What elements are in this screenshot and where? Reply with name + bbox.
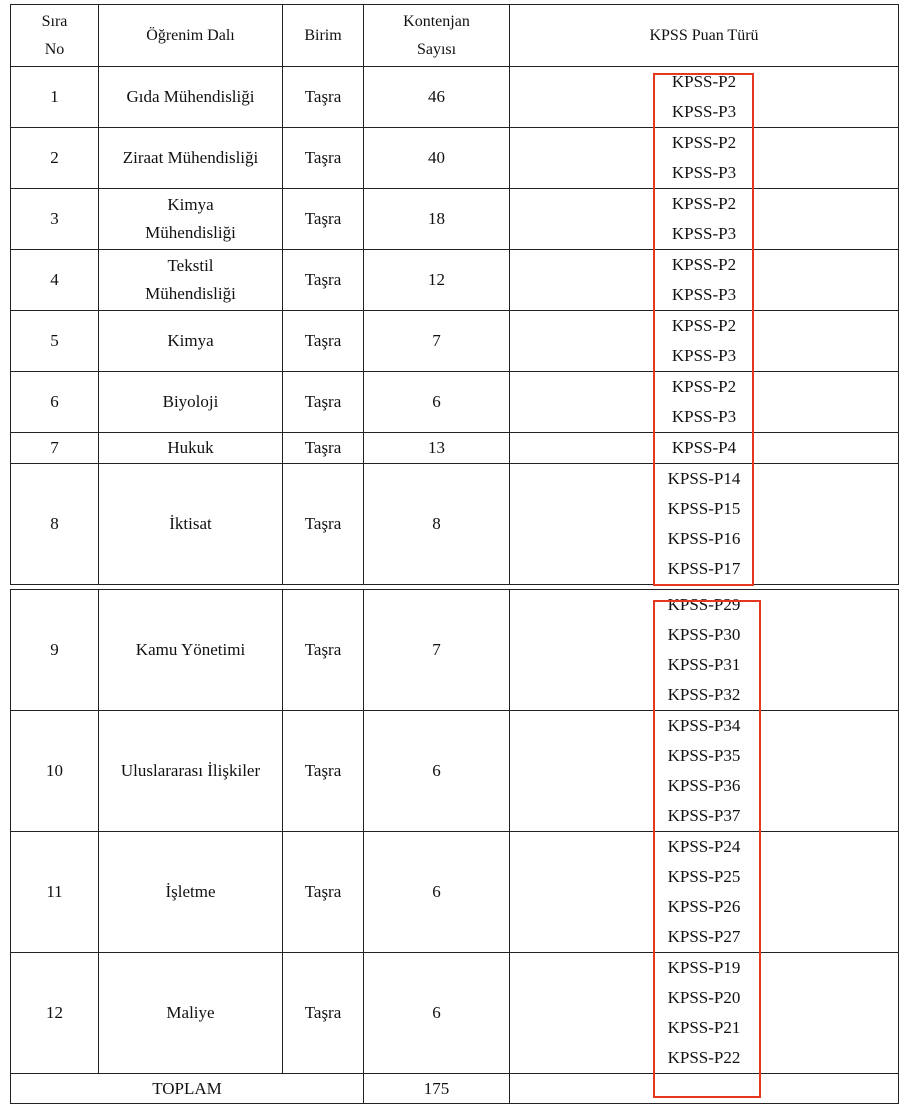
total-row xyxy=(11,1074,899,1104)
cell-kpss-puan-turu xyxy=(510,189,899,250)
kpss-code: KPSS-P32 xyxy=(667,685,741,704)
cell-kontenjan: 8 xyxy=(364,464,510,585)
cell-ogrenim-dali xyxy=(99,311,283,372)
kpss-code: KPSS-P2 xyxy=(671,255,737,274)
header-sira: Sıra xyxy=(41,12,68,30)
cell-sira-no: 8 xyxy=(11,464,99,585)
kpss-code: KPSS-P3 xyxy=(671,346,737,365)
kpss-code: KPSS-P27 xyxy=(667,927,741,946)
kpss-code: KPSS-P3 xyxy=(671,163,737,182)
cell-ogrenim-dali xyxy=(99,189,283,250)
kpss-code: KPSS-P2 xyxy=(671,194,737,213)
cell-kpss-puan-turu xyxy=(510,128,899,189)
cell-kpss-puan-turu xyxy=(510,953,899,1074)
total-label: TOPLAM xyxy=(11,1074,364,1104)
cell-sira-no: 10 xyxy=(11,711,99,832)
kpss-code: KPSS-P26 xyxy=(667,897,741,916)
ogrenim-dali-line: Mühendisliği xyxy=(145,223,236,242)
ogrenim-dali-line: Ziraat Mühendisliği xyxy=(122,148,259,167)
cell-kpss-puan-turu xyxy=(510,590,899,711)
cell-sira-no: 11 xyxy=(11,832,99,953)
header-ogrenim-dali: Öğrenim Dalı xyxy=(99,5,283,67)
cell-kontenjan: 6 xyxy=(364,372,510,433)
ogrenim-dali-line: Kimya xyxy=(167,331,214,350)
cell-ogrenim-dali xyxy=(99,128,283,189)
cell-sira-no: 12 xyxy=(11,953,99,1074)
header-birim: Birim xyxy=(283,5,364,67)
cell-sira-no: 5 xyxy=(11,311,99,372)
cell-sira-no: 7 xyxy=(11,433,99,464)
cell-birim: Taşra xyxy=(283,433,364,464)
kpss-code: KPSS-P31 xyxy=(667,655,741,674)
total-empty-cell xyxy=(510,1074,899,1104)
cell-kpss-puan-turu xyxy=(510,433,899,464)
cell-kontenjan: 7 xyxy=(364,311,510,372)
header-kontenjan xyxy=(364,5,510,67)
table-row xyxy=(11,250,899,311)
kpss-code: KPSS-P16 xyxy=(667,529,741,548)
cell-ogrenim-dali xyxy=(99,372,283,433)
ogrenim-dali-line: Kamu Yönetimi xyxy=(135,640,246,659)
kpss-code: KPSS-P34 xyxy=(667,716,741,735)
cell-birim: Taşra xyxy=(283,372,364,433)
kpss-code: KPSS-P36 xyxy=(667,776,741,795)
total-value: 175 xyxy=(364,1074,510,1104)
ogrenim-dali-line: İktisat xyxy=(169,514,212,533)
cell-birim: Taşra xyxy=(283,67,364,128)
cell-sira-no: 3 xyxy=(11,189,99,250)
ogrenim-dali-line: Uluslararası İlişkiler xyxy=(120,761,261,780)
cell-ogrenim-dali xyxy=(99,250,283,311)
cell-birim: Taşra xyxy=(283,590,364,711)
cell-ogrenim-dali xyxy=(99,590,283,711)
cell-ogrenim-dali xyxy=(99,711,283,832)
table-row xyxy=(11,311,899,372)
cell-sira-no: 9 xyxy=(11,590,99,711)
ogrenim-dali-line: Biyoloji xyxy=(162,392,219,411)
header-no: No xyxy=(44,40,65,58)
cell-kontenjan: 7 xyxy=(364,590,510,711)
cell-kontenjan: 13 xyxy=(364,433,510,464)
cell-kontenjan: 6 xyxy=(364,711,510,832)
table-row xyxy=(11,189,899,250)
kpss-code: KPSS-P29 xyxy=(667,595,741,614)
cell-sira-no: 2 xyxy=(11,128,99,189)
cell-birim: Taşra xyxy=(283,953,364,1074)
kpss-code: KPSS-P20 xyxy=(667,988,741,1007)
cell-kontenjan: 6 xyxy=(364,953,510,1074)
ogrenim-dali-line: Maliye xyxy=(166,1003,215,1022)
ogrenim-dali-line: Kimya xyxy=(167,195,214,214)
cell-kontenjan: 46 xyxy=(364,67,510,128)
cell-birim: Taşra xyxy=(283,250,364,311)
header-kontenjan-line1: Kontenjan xyxy=(403,12,470,30)
table-row xyxy=(11,711,899,832)
kpss-code: KPSS-P14 xyxy=(667,469,741,488)
cell-sira-no: 6 xyxy=(11,372,99,433)
table-body xyxy=(11,67,899,1104)
ogrenim-dali-line: Gıda Mühendisliği xyxy=(126,87,255,106)
cell-ogrenim-dali xyxy=(99,433,283,464)
ogrenim-dali-line: Mühendisliği xyxy=(145,284,236,303)
cell-ogrenim-dali xyxy=(99,464,283,585)
header-kontenjan-line2: Sayısı xyxy=(416,40,457,58)
cell-kpss-puan-turu xyxy=(510,372,899,433)
cell-kontenjan: 40 xyxy=(364,128,510,189)
table-row xyxy=(11,433,899,464)
ogrenim-dali-line: Hukuk xyxy=(167,438,214,457)
cell-kpss-puan-turu xyxy=(510,311,899,372)
cell-birim: Taşra xyxy=(283,128,364,189)
table-row xyxy=(11,590,899,711)
cell-kontenjan: 6 xyxy=(364,832,510,953)
kpss-code: KPSS-P17 xyxy=(667,559,741,578)
kpss-code: KPSS-P2 xyxy=(671,133,737,152)
cell-kontenjan: 18 xyxy=(364,189,510,250)
kpss-code: KPSS-P24 xyxy=(667,837,741,856)
header-sira-no xyxy=(11,5,99,67)
table-row xyxy=(11,67,899,128)
kpss-code: KPSS-P21 xyxy=(667,1018,741,1037)
cell-sira-no: 1 xyxy=(11,67,99,128)
cell-kontenjan: 12 xyxy=(364,250,510,311)
kpss-code: KPSS-P25 xyxy=(667,867,741,886)
kpss-code: KPSS-P37 xyxy=(667,806,741,825)
ogrenim-dali-line: Tekstil xyxy=(167,256,214,275)
cell-ogrenim-dali xyxy=(99,953,283,1074)
kpss-code: KPSS-P4 xyxy=(671,438,737,457)
cell-kpss-puan-turu xyxy=(510,250,899,311)
kpss-code: KPSS-P22 xyxy=(667,1048,741,1067)
table-row xyxy=(11,464,899,585)
kpss-code: KPSS-P3 xyxy=(671,285,737,304)
kpss-code: KPSS-P3 xyxy=(671,102,737,121)
kpss-code: KPSS-P35 xyxy=(667,746,741,765)
header-kpss-puan-turu: KPSS Puan Türü xyxy=(510,5,899,67)
kpss-code: KPSS-P3 xyxy=(671,407,737,426)
kpss-code: KPSS-P2 xyxy=(671,316,737,335)
quota-table xyxy=(10,4,899,1104)
kpss-code: KPSS-P30 xyxy=(667,625,741,644)
cell-birim: Taşra xyxy=(283,711,364,832)
cell-sira-no: 4 xyxy=(11,250,99,311)
table-row xyxy=(11,832,899,953)
table-row xyxy=(11,953,899,1074)
kpss-code: KPSS-P2 xyxy=(671,377,737,396)
cell-birim: Taşra xyxy=(283,832,364,953)
cell-ogrenim-dali xyxy=(99,832,283,953)
table-row xyxy=(11,128,899,189)
ogrenim-dali-line: İşletme xyxy=(165,882,216,901)
cell-birim: Taşra xyxy=(283,311,364,372)
cell-kpss-puan-turu xyxy=(510,711,899,832)
cell-birim: Taşra xyxy=(283,189,364,250)
cell-birim: Taşra xyxy=(283,464,364,585)
kpss-code: KPSS-P3 xyxy=(671,224,737,243)
table-row xyxy=(11,372,899,433)
cell-ogrenim-dali xyxy=(99,67,283,128)
kpss-code: KPSS-P2 xyxy=(671,72,737,91)
cell-kpss-puan-turu xyxy=(510,67,899,128)
kpss-code: KPSS-P15 xyxy=(667,499,741,518)
cell-kpss-puan-turu xyxy=(510,464,899,585)
kpss-code: KPSS-P19 xyxy=(667,958,741,977)
cell-kpss-puan-turu xyxy=(510,832,899,953)
